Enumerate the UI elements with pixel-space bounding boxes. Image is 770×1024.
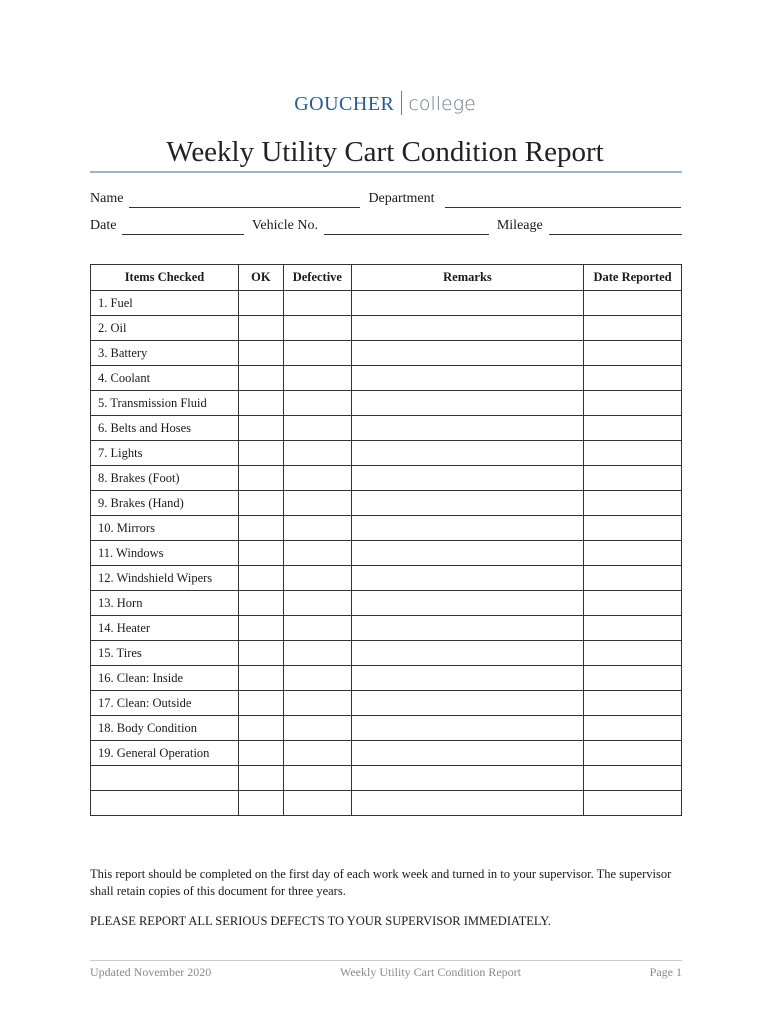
item-checked-cell: 6. Belts and Hoses bbox=[91, 416, 239, 441]
defective-cell[interactable] bbox=[283, 766, 351, 791]
item-checked-cell bbox=[91, 766, 239, 791]
defective-cell[interactable] bbox=[283, 641, 351, 666]
item-checked-cell: 5. Transmission Fluid bbox=[91, 391, 239, 416]
date-reported-cell[interactable] bbox=[584, 616, 682, 641]
remarks-cell[interactable] bbox=[351, 666, 583, 691]
date-reported-cell[interactable] bbox=[584, 391, 682, 416]
item-checked-cell: 11. Windows bbox=[91, 541, 239, 566]
defective-cell[interactable] bbox=[283, 341, 351, 366]
date-reported-cell[interactable] bbox=[584, 566, 682, 591]
header-items-checked: Items Checked bbox=[91, 265, 239, 291]
logo-divider bbox=[401, 91, 402, 115]
table-row bbox=[91, 341, 682, 366]
ok-cell[interactable] bbox=[238, 641, 283, 666]
logo-sub: college bbox=[408, 93, 476, 115]
remarks-cell[interactable] bbox=[351, 491, 583, 516]
table-row bbox=[91, 391, 682, 416]
remarks-cell[interactable] bbox=[351, 616, 583, 641]
footer-divider bbox=[90, 960, 682, 961]
item-checked-cell: 10. Mirrors bbox=[91, 516, 239, 541]
header-ok: OK bbox=[238, 265, 283, 291]
header-remarks: Remarks bbox=[351, 265, 583, 291]
ok-cell[interactable] bbox=[238, 466, 283, 491]
table-row bbox=[91, 616, 682, 641]
header-defective: Defective bbox=[283, 265, 351, 291]
table-row bbox=[91, 641, 682, 666]
table-row bbox=[91, 366, 682, 391]
condition-table bbox=[90, 264, 682, 816]
remarks-cell[interactable] bbox=[351, 316, 583, 341]
date-label: Date bbox=[90, 218, 117, 233]
date-reported-cell[interactable] bbox=[584, 316, 682, 341]
defective-cell[interactable] bbox=[283, 366, 351, 391]
date-reported-cell[interactable] bbox=[584, 441, 682, 466]
ok-cell[interactable] bbox=[238, 366, 283, 391]
defective-cell[interactable] bbox=[283, 541, 351, 566]
logo-brand: GOUCHER bbox=[294, 93, 395, 115]
ok-cell[interactable] bbox=[238, 566, 283, 591]
date-reported-cell[interactable] bbox=[584, 466, 682, 491]
defective-cell[interactable] bbox=[283, 791, 351, 816]
remarks-cell[interactable] bbox=[351, 391, 583, 416]
date-reported-cell[interactable] bbox=[584, 591, 682, 616]
item-checked-cell: 7. Lights bbox=[91, 441, 239, 466]
ok-cell[interactable] bbox=[238, 666, 283, 691]
table-row bbox=[91, 516, 682, 541]
table-row bbox=[91, 416, 682, 441]
remarks-cell[interactable] bbox=[351, 466, 583, 491]
ok-cell[interactable] bbox=[238, 741, 283, 766]
ok-cell[interactable] bbox=[238, 441, 283, 466]
table-row bbox=[91, 316, 682, 341]
remarks-cell[interactable] bbox=[351, 416, 583, 441]
table-row bbox=[91, 491, 682, 516]
ok-cell[interactable] bbox=[238, 766, 283, 791]
defective-cell[interactable] bbox=[283, 716, 351, 741]
mileage-field[interactable] bbox=[549, 222, 682, 235]
defective-cell[interactable] bbox=[283, 566, 351, 591]
date-reported-cell[interactable] bbox=[584, 491, 682, 516]
footer-doc-title: Weekly Utility Cart Condition Report bbox=[339, 965, 521, 979]
date-reported-cell[interactable] bbox=[584, 541, 682, 566]
department-label: Department bbox=[368, 191, 435, 206]
ok-cell[interactable] bbox=[238, 716, 283, 741]
date-reported-cell[interactable] bbox=[584, 641, 682, 666]
table-row bbox=[91, 541, 682, 566]
defective-cell[interactable] bbox=[283, 291, 351, 316]
remarks-cell[interactable] bbox=[351, 741, 583, 766]
date-reported-cell[interactable] bbox=[584, 666, 682, 691]
date-field[interactable] bbox=[122, 222, 243, 235]
date-reported-cell[interactable] bbox=[584, 766, 682, 791]
remarks-cell[interactable] bbox=[351, 691, 583, 716]
defective-cell[interactable] bbox=[283, 666, 351, 691]
remarks-cell[interactable] bbox=[351, 566, 583, 591]
table-row bbox=[91, 591, 682, 616]
date-reported-cell[interactable] bbox=[584, 691, 682, 716]
date-reported-cell[interactable] bbox=[584, 366, 682, 391]
name-label: Name bbox=[90, 191, 124, 206]
ok-cell[interactable] bbox=[238, 591, 283, 616]
ok-cell[interactable] bbox=[238, 341, 283, 366]
remarks-cell[interactable] bbox=[351, 766, 583, 791]
item-checked-cell: 1. Fuel bbox=[91, 291, 239, 316]
table-row bbox=[91, 666, 682, 691]
footer-page-number: Page 1 bbox=[649, 965, 682, 979]
item-checked-cell: 15. Tires bbox=[91, 641, 239, 666]
footer-updated: Updated November 2020 bbox=[90, 965, 212, 979]
item-checked-cell: 9. Brakes (Hand) bbox=[91, 491, 239, 516]
defective-cell[interactable] bbox=[283, 441, 351, 466]
header-date-reported: Date Reported bbox=[584, 265, 682, 291]
remarks-cell[interactable] bbox=[351, 716, 583, 741]
remarks-cell[interactable] bbox=[351, 441, 583, 466]
item-checked-cell: 14. Heater bbox=[91, 616, 239, 641]
table-row bbox=[91, 766, 682, 791]
table-row bbox=[91, 566, 682, 591]
college-logo bbox=[0, 91, 770, 117]
department-field[interactable] bbox=[445, 195, 681, 208]
page-footer bbox=[90, 965, 682, 980]
remarks-cell[interactable] bbox=[351, 641, 583, 666]
table-row bbox=[91, 791, 682, 816]
remarks-cell[interactable] bbox=[351, 341, 583, 366]
vehicle-label: Vehicle No. bbox=[251, 218, 318, 233]
date-reported-cell[interactable] bbox=[584, 741, 682, 766]
vehicle-field[interactable] bbox=[324, 222, 489, 235]
defective-cell[interactable] bbox=[283, 466, 351, 491]
defective-cell[interactable] bbox=[283, 741, 351, 766]
item-checked-cell: 4. Coolant bbox=[91, 366, 239, 391]
name-field[interactable] bbox=[129, 195, 360, 208]
defective-cell[interactable] bbox=[283, 691, 351, 716]
date-reported-cell[interactable] bbox=[584, 516, 682, 541]
defective-cell[interactable] bbox=[283, 391, 351, 416]
date-reported-cell[interactable] bbox=[584, 716, 682, 741]
item-checked-cell: 2. Oil bbox=[91, 316, 239, 341]
item-checked-cell: 17. Clean: Outside bbox=[91, 691, 239, 716]
table-row bbox=[91, 441, 682, 466]
item-checked-cell: 8. Brakes (Foot) bbox=[91, 466, 239, 491]
defective-cell[interactable] bbox=[283, 316, 351, 341]
defective-cell[interactable] bbox=[283, 591, 351, 616]
ok-cell[interactable] bbox=[238, 691, 283, 716]
ok-cell[interactable] bbox=[238, 541, 283, 566]
ok-cell[interactable] bbox=[238, 616, 283, 641]
defective-cell[interactable] bbox=[283, 616, 351, 641]
ok-cell[interactable] bbox=[238, 791, 283, 816]
date-vehicle-mileage-row bbox=[90, 217, 682, 235]
defect-warning: PLEASE REPORT ALL SERIOUS DEFECTS TO YOUR SUPERVISOR IMMEDIATELY. bbox=[90, 914, 551, 928]
defective-cell[interactable] bbox=[283, 516, 351, 541]
ok-cell[interactable] bbox=[238, 491, 283, 516]
item-checked-cell: 16. Clean: Inside bbox=[91, 666, 239, 691]
date-reported-cell[interactable] bbox=[584, 416, 682, 441]
remarks-cell[interactable] bbox=[351, 791, 583, 816]
ok-cell[interactable] bbox=[238, 516, 283, 541]
ok-cell[interactable] bbox=[238, 316, 283, 341]
ok-cell[interactable] bbox=[238, 416, 283, 441]
completion-note: This report should be completed on the first day of each work week and turned in to your supervisor. The supervisor shall retain copies of this document for three years. bbox=[90, 867, 672, 898]
defective-cell[interactable] bbox=[283, 416, 351, 441]
item-checked-cell: 19. General Operation bbox=[91, 741, 239, 766]
item-checked-cell: 13. Horn bbox=[91, 591, 239, 616]
table-header-row bbox=[91, 265, 682, 291]
ok-cell[interactable] bbox=[238, 391, 283, 416]
table-row bbox=[91, 691, 682, 716]
remarks-cell[interactable] bbox=[351, 516, 583, 541]
item-checked-cell: 18. Body Condition bbox=[91, 716, 239, 741]
item-checked-cell: 12. Windshield Wipers bbox=[91, 566, 239, 591]
date-reported-cell[interactable] bbox=[584, 291, 682, 316]
defective-cell[interactable] bbox=[283, 491, 351, 516]
table-row bbox=[91, 466, 682, 491]
date-reported-cell[interactable] bbox=[584, 791, 682, 816]
remarks-cell[interactable] bbox=[351, 591, 583, 616]
page-title: Weekly Utility Cart Condition Report bbox=[166, 136, 604, 168]
ok-cell[interactable] bbox=[238, 291, 283, 316]
table-row bbox=[91, 291, 682, 316]
table-row bbox=[91, 741, 682, 766]
remarks-cell[interactable] bbox=[351, 291, 583, 316]
date-reported-cell[interactable] bbox=[584, 341, 682, 366]
title-divider bbox=[90, 171, 682, 173]
remarks-cell[interactable] bbox=[351, 541, 583, 566]
remarks-cell[interactable] bbox=[351, 366, 583, 391]
item-checked-cell bbox=[91, 791, 239, 816]
item-checked-cell: 3. Battery bbox=[91, 341, 239, 366]
table-row bbox=[91, 716, 682, 741]
name-department-row bbox=[90, 190, 682, 208]
mileage-label: Mileage bbox=[496, 218, 543, 233]
